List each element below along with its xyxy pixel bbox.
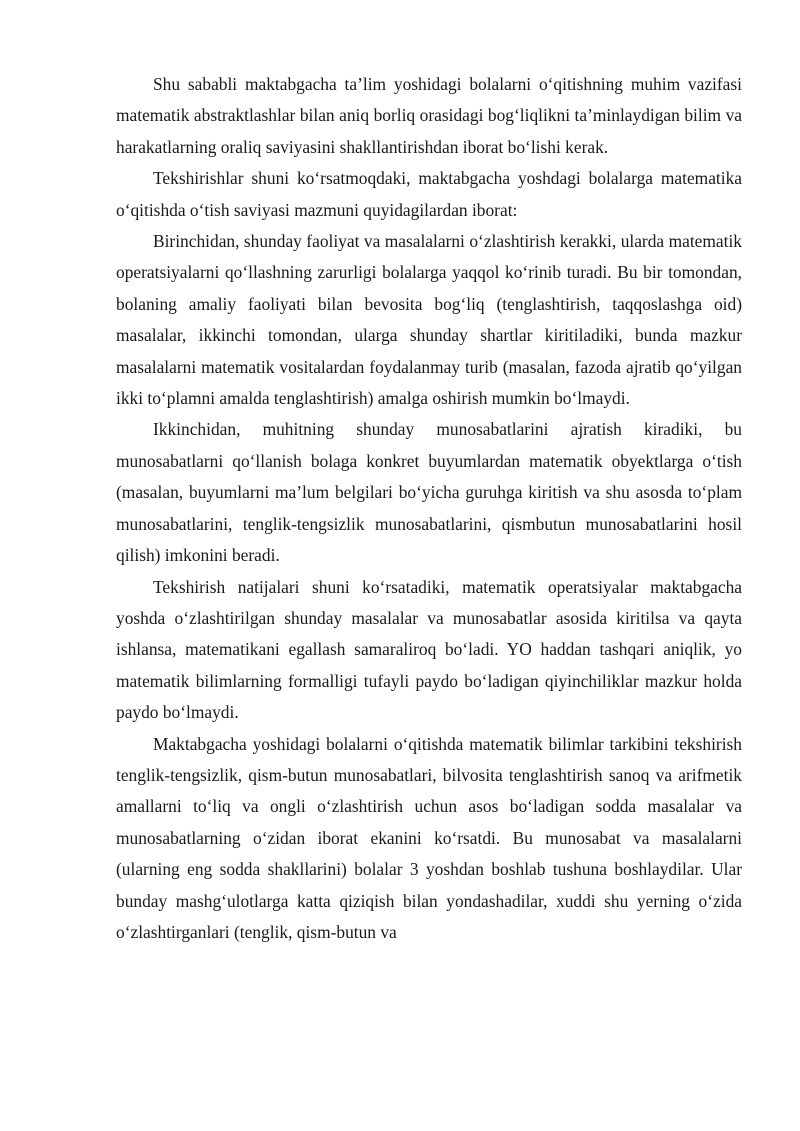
paragraph-2: Tekshirishlar shuni ko‘rsatmoqdaki, maktabgacha yoshdagi bolalarga matematika o‘qitishda o‘tish saviyasi mazmuni quyidagilardan iborat: (116, 168, 742, 220)
paragraph-5: Tekshirish natijalari shuni ko‘rsatadiki, matematik operatsiyalar maktabgacha yoshda o‘zlashtirilgan shunday masalalar va munosabatlar asosida kiritilsa va qayta ishlansa, matematikani egallash samaraliroq bo‘ladi. YO haddan tashqari aniqlik, yo matematik bilimlarning formalligi tufayli paydo bo‘ladigan qiyinchiliklar mazkur holda paydo bo‘lmaydi. (116, 576, 742, 723)
paragraph-4: Ikkinchidan, muhitning shunday munosabatlarini ajratish kiradiki, bu munosabatlarni qo‘llanish bolaga konkret buyumlardan matematik obyektlarga o‘tish (masalan, buyumlarni ma’lum belgilari bo‘yicha guruhga kiritish va shu asosda to‘plam munosabatlarini, tenglik-tengsizlik munosabatlarini, qismbutun munosabatlarini hosil qilish) imkonini beradi. (116, 419, 742, 566)
paragraph-1: Shu sababli maktabgacha ta’lim yoshidagi bolalarni o‘qitishning muhim vazifasi matematik abstraktlashlar bilan aniq borliq orasidagi bog‘liqlikni ta’minlaydigan bilim va harakatlarning oraliq saviyasini shakllantirishdan iborat bo‘lishi kerak. (116, 74, 742, 157)
document-page (116, 69, 742, 948)
paragraph-6: Maktabgacha yoshidagi bolalarni o‘qitishda matematik bilimlar tarkibini tekshirish tenglik-tengsizlik, qism-butun munosabatlari, bilvosita tenglashtirish sanoq va arifmetik amallarni to‘liq va ongli o‘zlashtirish uchun asos bo‘ladigan sodda masalalar va munosabatlarning o‘zidan iborat ekanini ko‘rsatdi. Bu munosabat va masalalarni (ularning eng sodda shakllarini) bolalar 3 yoshdan boshlab tushuna boshlaydilar. Ular bunday mashg‘ulotlarga katta qiziqish bilan yondashadilar, xuddi shu yerning o‘zida o‘zlashtirganlari (tenglik, qism-butun va (116, 733, 742, 942)
paragraph-3: Birinchidan, shunday faoliyat va masalalarni o‘zlashtirish kerakki, ularda matematik operatsiyalarni qo‘llashning zarurligi bolalarga yaqqol ko‘rinib turadi. Bu bir tomondan, bolaning amaliy faoliyati bilan bevosita bog‘liq (tenglashtirish, taqqoslashga oid) masalalar, ikkinchi tomondan, ularga shunday shartlar kiritiladiki, bunda mazkur masalalarni matematik vositalardan foydalanmay turib (masalan, fazoda ajratib qo‘yilgan ikki to‘plamni amalda tenglashtirish) amalga oshirish mumkin bo‘lmaydi. (116, 231, 742, 409)
